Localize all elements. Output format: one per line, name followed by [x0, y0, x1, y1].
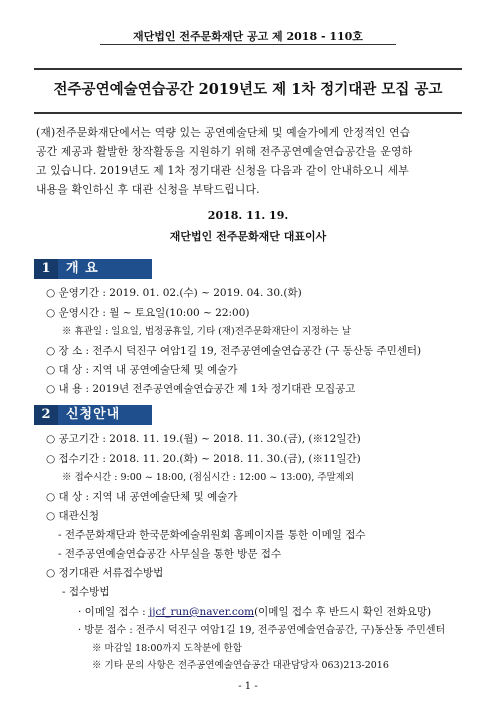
visit-submission-line: · 방문 접수 : 전주시 덕진구 여암1길 19, 전주공연예술연습공간, 구)동산동 주민센터	[78, 625, 446, 636]
closed-days-note: ※ 휴관일 : 일요일, 법정공휴일, 기타 (재)전주문화재단이 지정하는 날	[62, 326, 351, 337]
intro-line-4: 내용을 확인하신 후 대관 신청을 부탁드립니다.	[36, 183, 260, 196]
target-audience: ○ 대 상 : 지역 내 공연예술단체 및 예술가	[46, 364, 238, 376]
email-application-method: - 전주문화재단과 한국문화예술위원회 홈페이지를 통한 이메일 접수	[58, 529, 366, 541]
page-title: 전주공연예술연습공간 2019년도 제 1차 정기대관 모집 공고	[53, 81, 443, 98]
section-1-header	[34, 259, 152, 279]
application-period: ○ 접수기간 : 2018. 11. 20.(화) ~ 2018. 11. 30.(금), (※11일간)	[46, 453, 361, 465]
submission-method-label: - 접수방법	[62, 586, 110, 598]
visit-application-method: - 전주공연예술연습공간 사무실을 통한 방문 접수	[58, 548, 282, 560]
section-1-title: 개 요	[66, 261, 99, 276]
section-1-number: 1	[34, 259, 58, 279]
application-target: ○ 대 상 : 지역 내 공연예술단체 및 예술가	[46, 491, 238, 503]
announcement-date: 2018. 11. 19.	[207, 209, 289, 222]
page-number: - 1 -	[238, 681, 258, 692]
content-description: ○ 내 용 : 2019년 전주공연예술연습공간 제 1차 정기대관 모집공고	[46, 383, 356, 395]
intro-line-2: 공간 제공과 활발한 창작활동을 지원하기 위해 전주공연예술연습공간을 운영하	[36, 145, 413, 158]
section-2-header	[34, 405, 152, 425]
operation-period: ○ 운영기간 : 2019. 01. 02.(수) ~ 2019. 04. 30.(화)	[46, 287, 302, 299]
notice-number: 재단법인 전주문화재단 공고 제 2018 - 110호	[133, 30, 363, 43]
intro-line-1: (재)전주문화재단에서는 역량 있는 공연예술단체 및 예술가에게 안정적인 연습	[36, 126, 411, 139]
operation-hours: ○ 운영시간 : 월 ~ 토요일(10:00 ~ 22:00)	[46, 307, 250, 319]
email-submission-note: (이메일 접수 후 반드시 확인 전화요망)	[254, 606, 432, 618]
section-2-number: 2	[34, 405, 58, 425]
signer: 재단법인 전주문화재단 대표이사	[169, 230, 327, 243]
inquiry-note: ※ 기타 문의 사항은 전주공연예술연습공간 대관담당자 063)213-2016	[92, 660, 389, 671]
reception-hours-note: ※ 접수시간 : 9:00 ~ 18:00, (점심시간 : 12:00 ~ 13:00), 주말제외	[62, 472, 355, 483]
notice-divider	[100, 44, 396, 45]
document-submission-method: ○ 정기대관 서류접수방법	[46, 567, 164, 579]
rental-application: ○ 대관신청	[46, 510, 100, 522]
deadline-note: ※ 마감일 18:00까지 도착분에 한함	[92, 643, 242, 654]
email-link[interactable]: jjcf_run@naver.com	[148, 606, 255, 618]
notice-period: ○ 공고기간 : 2018. 11. 19.(월) ~ 2018. 11. 30.(금), (※12일간)	[46, 433, 361, 445]
email-submission-line	[78, 605, 431, 619]
venue-location: ○ 장 소 : 전주시 덕진구 여암1길 19, 전주공연예술연습공간 (구 동산동 주민센터)	[46, 345, 422, 357]
email-submission-label: · 이메일 접수 :	[78, 606, 149, 618]
section-2-title: 신청안내	[66, 407, 121, 422]
intro-line-3: 고 있습니다. 2019년도 제 1차 정기대관 신청을 다음과 같이 안내하오니 세부	[36, 164, 409, 177]
